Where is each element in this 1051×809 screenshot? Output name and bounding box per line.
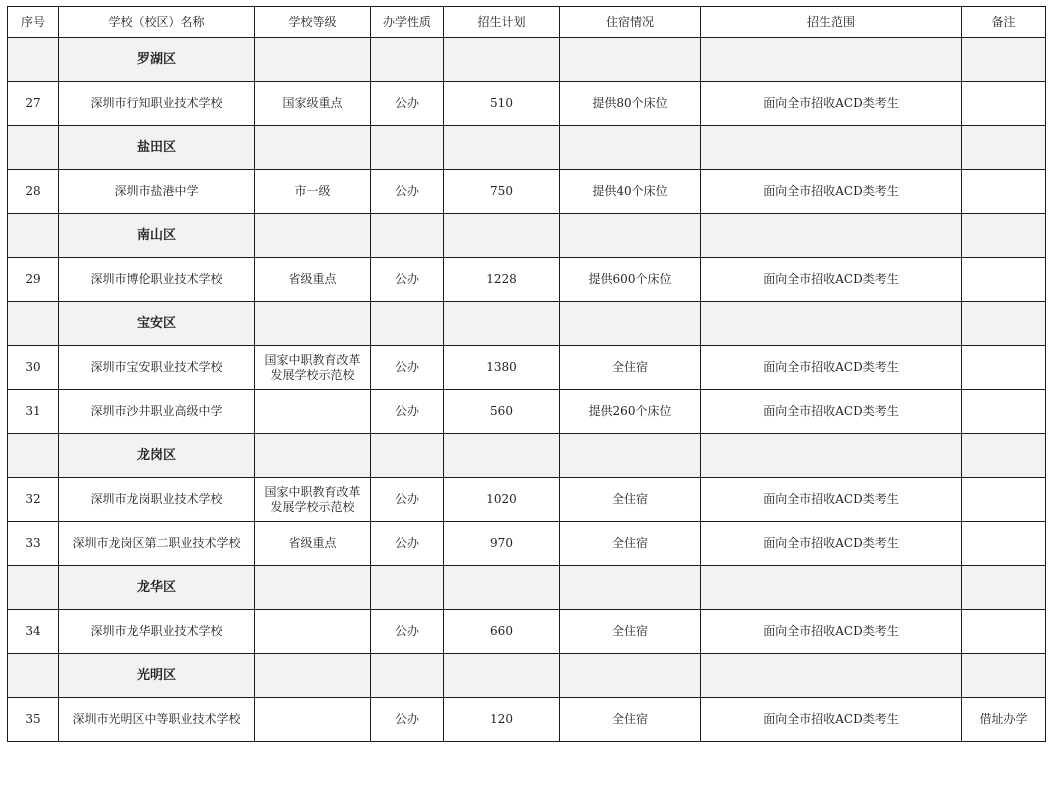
school-nature: 公办 — [371, 82, 444, 126]
empty-cell — [255, 566, 371, 610]
enrollment-plan: 120 — [444, 698, 560, 742]
enrollment-plan: 510 — [444, 82, 560, 126]
note — [962, 478, 1046, 522]
header-row — [8, 7, 1046, 38]
school-name: 深圳市宝安职业技术学校 — [59, 346, 255, 390]
empty-cell — [255, 434, 371, 478]
dormitory-info: 全住宿 — [560, 698, 701, 742]
note — [962, 522, 1046, 566]
row-index: 28 — [8, 170, 59, 214]
school-level — [255, 698, 371, 742]
enrollment-plan: 750 — [444, 170, 560, 214]
school-level — [255, 522, 371, 566]
enrollment-scope: 面向全市招收ACD类考生 — [701, 390, 962, 434]
empty-cell — [255, 126, 371, 170]
row-index: 30 — [8, 346, 59, 390]
empty-cell — [962, 654, 1046, 698]
district-name: 龙岗区 — [59, 434, 255, 478]
school-row — [8, 170, 1046, 214]
row-index: 29 — [8, 258, 59, 302]
row-index: 32 — [8, 478, 59, 522]
row-index: 33 — [8, 522, 59, 566]
empty-cell — [962, 302, 1046, 346]
header-enrollment-scope: 招生范围 — [701, 7, 962, 38]
empty-cell — [560, 38, 701, 82]
note — [962, 82, 1046, 126]
empty-cell — [255, 654, 371, 698]
enrollment-scope: 面向全市招收ACD类考生 — [701, 346, 962, 390]
district-row — [8, 566, 1046, 610]
dormitory-info: 全住宿 — [560, 478, 701, 522]
school-row — [8, 522, 1046, 566]
empty-cell — [560, 126, 701, 170]
school-level — [255, 346, 371, 390]
school-nature: 公办 — [371, 258, 444, 302]
enrollment-plan: 660 — [444, 610, 560, 654]
enrollment-scope: 面向全市招收ACD类考生 — [701, 522, 962, 566]
note — [962, 610, 1046, 654]
dormitory-info: 提供260个床位 — [560, 390, 701, 434]
empty-cell — [255, 302, 371, 346]
school-nature: 公办 — [371, 390, 444, 434]
row-index: 31 — [8, 390, 59, 434]
school-level — [255, 258, 371, 302]
empty-cell — [371, 126, 444, 170]
district-name: 宝安区 — [59, 302, 255, 346]
dormitory-info: 提供80个床位 — [560, 82, 701, 126]
district-name: 光明区 — [59, 654, 255, 698]
school-level-line: 国家中职教育改革 — [264, 484, 361, 499]
school-enrollment-table — [7, 6, 1046, 742]
school-nature: 公办 — [371, 610, 444, 654]
empty-cell — [560, 434, 701, 478]
empty-cell — [701, 214, 962, 258]
school-level-line: 国家级重点 — [282, 96, 343, 110]
empty-cell — [444, 434, 560, 478]
school-name: 深圳市龙岗职业技术学校 — [59, 478, 255, 522]
empty-cell — [8, 654, 59, 698]
district-row — [8, 38, 1046, 82]
note — [962, 390, 1046, 434]
empty-cell — [8, 566, 59, 610]
empty-cell — [255, 38, 371, 82]
header-note: 备注 — [962, 7, 1046, 38]
empty-cell — [8, 38, 59, 82]
school-level-line: 省级重点 — [288, 272, 337, 286]
enrollment-plan: 1380 — [444, 346, 560, 390]
district-name: 南山区 — [59, 214, 255, 258]
empty-cell — [701, 566, 962, 610]
empty-cell — [560, 302, 701, 346]
enrollment-plan: 560 — [444, 390, 560, 434]
header-school-level: 学校等级 — [255, 7, 371, 38]
empty-cell — [962, 38, 1046, 82]
school-name: 深圳市盐港中学 — [59, 170, 255, 214]
school-level — [255, 82, 371, 126]
empty-cell — [371, 214, 444, 258]
dormitory-info: 全住宿 — [560, 522, 701, 566]
empty-cell — [255, 214, 371, 258]
empty-cell — [701, 302, 962, 346]
school-level-line: 国家中职教育改革 — [264, 352, 361, 367]
header-enrollment-plan: 招生计划 — [444, 7, 560, 38]
school-row — [8, 82, 1046, 126]
enrollment-scope: 面向全市招收ACD类考生 — [701, 610, 962, 654]
empty-cell — [701, 654, 962, 698]
school-name: 深圳市博伦职业技术学校 — [59, 258, 255, 302]
dormitory-info: 全住宿 — [560, 346, 701, 390]
row-index: 34 — [8, 610, 59, 654]
empty-cell — [560, 654, 701, 698]
table-body — [8, 38, 1046, 742]
school-level — [255, 170, 371, 214]
enrollment-scope: 面向全市招收ACD类考生 — [701, 258, 962, 302]
school-row — [8, 610, 1046, 654]
note — [962, 258, 1046, 302]
empty-cell — [962, 214, 1046, 258]
empty-cell — [444, 214, 560, 258]
school-row — [8, 258, 1046, 302]
district-row — [8, 214, 1046, 258]
empty-cell — [962, 434, 1046, 478]
header-index: 序号 — [8, 7, 59, 38]
school-level — [255, 610, 371, 654]
school-row — [8, 390, 1046, 434]
empty-cell — [701, 434, 962, 478]
header-school-name: 学校（校区）名称 — [59, 7, 255, 38]
empty-cell — [371, 566, 444, 610]
school-level — [255, 390, 371, 434]
school-level-line: 发展学校示范校 — [270, 499, 355, 514]
school-level-line: 市一级 — [294, 184, 331, 198]
district-row — [8, 434, 1046, 478]
dormitory-info: 提供600个床位 — [560, 258, 701, 302]
district-name: 罗湖区 — [59, 38, 255, 82]
empty-cell — [8, 302, 59, 346]
empty-cell — [444, 654, 560, 698]
school-level-line: 发展学校示范校 — [270, 367, 355, 382]
row-index: 35 — [8, 698, 59, 742]
district-name: 盐田区 — [59, 126, 255, 170]
empty-cell — [371, 434, 444, 478]
enrollment-scope: 面向全市招收ACD类考生 — [701, 698, 962, 742]
empty-cell — [962, 566, 1046, 610]
enrollment-plan: 1228 — [444, 258, 560, 302]
note: 借址办学 — [962, 698, 1046, 742]
school-nature: 公办 — [371, 478, 444, 522]
district-row — [8, 654, 1046, 698]
empty-cell — [444, 38, 560, 82]
school-nature: 公办 — [371, 346, 444, 390]
empty-cell — [444, 566, 560, 610]
dormitory-info: 全住宿 — [560, 610, 701, 654]
school-row — [8, 478, 1046, 522]
empty-cell — [8, 214, 59, 258]
district-row — [8, 126, 1046, 170]
header-dormitory: 住宿情况 — [560, 7, 701, 38]
empty-cell — [962, 126, 1046, 170]
empty-cell — [8, 126, 59, 170]
enrollment-plan: 1020 — [444, 478, 560, 522]
school-name: 深圳市龙岗区第二职业技术学校 — [59, 522, 255, 566]
empty-cell — [371, 38, 444, 82]
school-name: 深圳市行知职业技术学校 — [59, 82, 255, 126]
dormitory-info: 提供40个床位 — [560, 170, 701, 214]
enrollment-scope: 面向全市招收ACD类考生 — [701, 82, 962, 126]
empty-cell — [560, 566, 701, 610]
enrollment-plan: 970 — [444, 522, 560, 566]
school-nature: 公办 — [371, 170, 444, 214]
school-row — [8, 698, 1046, 742]
empty-cell — [371, 654, 444, 698]
school-level-line: 省级重点 — [288, 536, 337, 550]
empty-cell — [701, 126, 962, 170]
header-school-nature: 办学性质 — [371, 7, 444, 38]
note — [962, 346, 1046, 390]
school-nature: 公办 — [371, 522, 444, 566]
school-level — [255, 478, 371, 522]
school-name: 深圳市龙华职业技术学校 — [59, 610, 255, 654]
empty-cell — [701, 38, 962, 82]
enrollment-scope: 面向全市招收ACD类考生 — [701, 478, 962, 522]
empty-cell — [444, 126, 560, 170]
empty-cell — [8, 434, 59, 478]
school-name: 深圳市沙井职业高级中学 — [59, 390, 255, 434]
empty-cell — [560, 214, 701, 258]
school-nature: 公办 — [371, 698, 444, 742]
note — [962, 170, 1046, 214]
row-index: 27 — [8, 82, 59, 126]
empty-cell — [371, 302, 444, 346]
school-row — [8, 346, 1046, 390]
school-name: 深圳市光明区中等职业技术学校 — [59, 698, 255, 742]
district-row — [8, 302, 1046, 346]
enrollment-scope: 面向全市招收ACD类考生 — [701, 170, 962, 214]
empty-cell — [444, 302, 560, 346]
district-name: 龙华区 — [59, 566, 255, 610]
